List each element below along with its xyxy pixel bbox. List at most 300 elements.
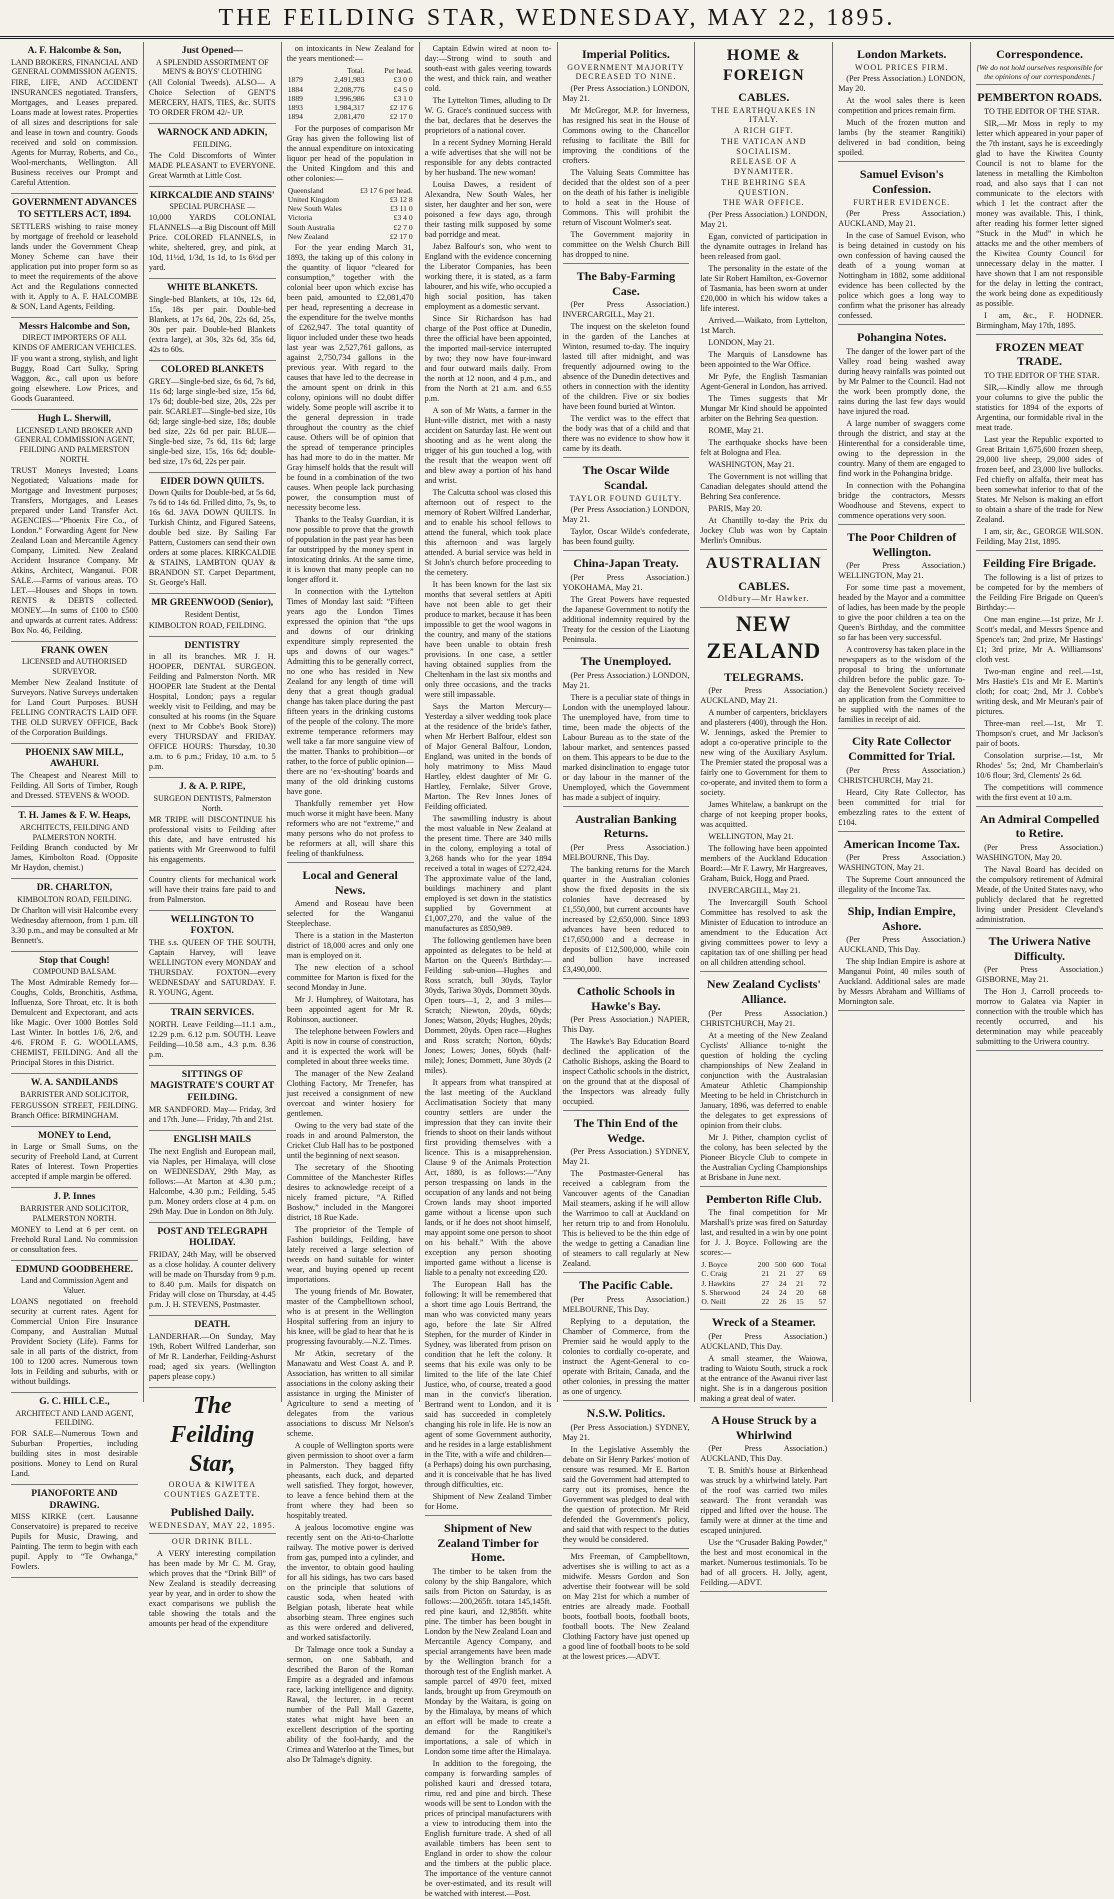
paragraph: (Per Press Association.) AUCKLAND, This Day. [838,935,966,955]
ad-body: SETTLERS wishing to raise money by mortgage of freehold or leasehold lands under the Government Cheap Money Scheme can have their application put into proper form so as to meet the requirements of the above Act and the Regulations connected with it. Apply to A. F. HALCOMBE & SON, Land Agents, Feilding. [11,221,138,311]
rifle-club-body [700,1208,827,1258]
paragraph: I am, &c., F. HODNER. Birmingham, May 17th, 1895. [976,310,1103,330]
divider [700,1407,827,1408]
table-row [700,1269,827,1278]
table-cell: 500 [775,1260,787,1270]
paragraph: Heard, City Rate Collector, has been committed for trial for embezzling rates to the extent of £104. [838,787,966,827]
whirlwind-headline: A House Struck by a Whirlwind [711,1413,817,1442]
divider [838,728,965,729]
nz-telegrams-subtitle: TELEGRAMS. [723,669,804,684]
paragraph: In addition to the foregoing, the company is forwarding samples of polished kauri and dressed totara, rimu, red and pine and birch. These woods will be sent to London with the prices of principal manufacturers with a view to introducing them into the English furniture trade. A shed of all available timbers has been sent to England in order to show the colour and the timbers at the public place. The importance of the venture cannot be over-estimated, and its result will be watched with interest.—Post. [424,1758,552,1898]
pemberton-roads-headline: PEMBERTON ROADS. [977,90,1102,105]
cables-topic: THE VATICAN AND SOCIALISM. [721,136,807,156]
paragraph: Taylor, Oscar Wilde's confederate, has been found guilty. [562,527,690,547]
table-cell: S. Sherwood [701,1287,741,1297]
paragraph: The Government majority in committee on the Welsh Church Bill has dropped to nine. [562,230,690,260]
column-2 [144,42,282,1629]
divider [838,1010,965,1011]
ad-subheading: SURGEON DENTISTS, Palmerston North. [153,794,272,813]
ad-heading: WARNOCK AND ADKIN, [157,127,268,139]
table-row [287,112,414,121]
divider [976,84,1103,85]
divider [563,1548,690,1549]
table-cell: 21 [796,1278,804,1288]
table-cell: 20 [796,1287,804,1297]
thin-end-wedge-body [563,1147,690,1269]
catholic-schools-headline: Catholic Schools in Hawke's Bay. [576,983,675,1013]
advertisement [149,778,276,870]
divider [976,550,1103,551]
news-item: Mr J. Humphrey, of Waitotara, has been appointed agent for Mr R. Robinson, auctioneer. [286,995,414,1025]
advertisement [11,1127,138,1189]
ad-body: in all its branches. MR J. H. HOOPER, DENTAL SURGEON. Feilding and Palmerston North. MR HOOPER late Student at the Dental Hospital, London; pays a regular weekly visit to Feilding, and may be consulted at his rooms (in the Square (next to Mr Cobbe's Book Store)) every THURSDAY and FRIDAY. OFFICE HOURS: Thursday, 10.30 a.m. to 6 p.m.; Friday, 10 a.m. to 5 p.m. [148,652,276,772]
ad-body: The next English and European mail, via Naples, per Himalaya, will close on WEDNESDAY, 29th May, as follows:—At Marton at 4.30 p.m.; Halcombe, 4.30 p.m.; Feilding, 5.45 p.m. Money orders close at 4 p.m. on 29th May. Due in London on 8th July. [148,1146,276,1216]
paragraph: LONDON, May 21. [708,338,775,348]
nz-telegrams-title: NEW ZEALAND [706,611,822,663]
income-tax-body [838,853,965,895]
table-cell: 72 [818,1278,827,1288]
cables-topic: THE BEHRING SEA QUESTION. [721,177,807,197]
ad-subheading: FEILDING. [192,139,232,149]
ad-body: (All Colonial Tweeds). ALSO— A Choice Selection of GENT'S MERCERY, HATS, TIES, &c. SUITS TO ORDER FROM 42/- UP. [148,78,276,118]
divider [563,1400,690,1401]
divider [563,648,690,649]
paragraph: Mr McGregor, M.P. for Inverness, has resigned his seat in the House of Commons owing to the Chancellor refusing to facilitate the Bill for improving the conditions of the crofters. [562,106,690,166]
australian-cables-title: AUSTRALIAN [705,555,822,573]
paper-banner [149,1392,276,1629]
paragraph: The Hon J. Carroll proceeds to-morrow to Galatea via Napier in connection with the trouble which has recently occurred, and his determination may while peaceably submitting to the Uriwera country. [976,987,1103,1047]
table-cell: £2 7 0 [393,222,413,232]
paragraph: Consolation surprise.—1st, Mr Rhodes' 5s; 2nd, Mr Chamberlain's 10/6 flour; 3rd, Clements' 2s 6d. [976,750,1103,780]
news-item: The secretary of the Shooting Committee of the Manchester Rifles desires to acknowledge receipt of a nicely framed picture, “A Rifled Boshow,” included in the Mangorei district, 18 Rue Kade. [286,1163,414,1223]
news-item: Says the Marton Mercury—Yesterday a silver wedding took place at the residence of the bride's father, when Mr Herbert Balfour, eldest son of Major General Balfour, London, England, was united in the bonds of holy matrimony to Miss Maud Hartley, eldest daughter of Mr G. Hartley, Fernlake, Silver Grove, Marton. The Rev Innes Jones of Feilding officiated. [424,702,552,811]
ad-body: 10,000 YARDS COLONIAL FLANNELS—a Big Discount off Mill Price. COLORED FLANNELS, in white, sheltered, grey, and pink, at 10d, 11½d, 1/3d, 1s 1d, to 1s 6½d per yard. [148,213,276,273]
catholic-schools-body [563,1015,690,1107]
paragraph: The personality in the estate of the late Sir Robert Hamilton, ex-Governor of Tasmania, has been sworn at under £20,000 in which his widow takes a life interest. [700,264,828,314]
paragraph: The ship Indian Empire is ashore at Manganui Point, 40 miles south of Auckland. Additional sales are made by Messrs Abraham and Williams of Mornington sale. [838,957,966,1007]
paragraph: Three-man reel.—1st, Mr T. Thompson's cruet, and Mr Jackson's pair of boots. [976,718,1103,748]
cables-topic: THE EARTHQUAKES IN ITALY. [711,105,817,125]
paragraph: The verdict was to the effect that the body was that of a child and that there was no evidence to show how it came by its death. [562,414,690,454]
table-cell: 21 [761,1269,770,1279]
table-cell: 68 [818,1287,827,1297]
table-cell: J. Hawkins [701,1278,736,1288]
advertisement [149,1004,276,1066]
paragraph: INVERCARGILL, May 21. [708,886,801,896]
ad-subheading: ARCHITECTS, FEILDING AND PALMERSTON NORTH. [19,822,129,842]
paper-published: Published Daily. [170,1504,254,1519]
news-item: A son of Mr Watts, a farmer in the Hunt-ville district, met with a nasty accident on Saturday last. He went out shooting and as he went along the trigger of his gun touched a log, with the result that the weapon went off and blew away a portion of his hand and wrist. [424,406,552,485]
poor-children-headline: The Poor Children of Wellington. [847,530,957,559]
poor-children-body [838,561,965,725]
advertisement [149,187,276,279]
paragraph: Thankfully remember yet How much worse it might have been. Many reformers who are not “extreme,” and many persons who do not profess to be reformers at all, will share this feeling of thankfulness. [286,799,414,858]
paragraph: In the Legislative Assembly the debate on Sir Henry Parkes' motion of censure was resumed. Mr E. Barton said the Government had attempted to carry out its promises, hence the Government was pledged to deal with the question of protection. Mr Reid defended the Government's policy, and said that with respect to the duties they would be considered. [562,1444,690,1544]
paragraph: The Postmaster-General has received a cablegram from the Vancouver agents of the Canadian Mail steamers, asking if he will allow the Warrimoo to call at Auckland on her return trip to and from Honolulu. This is believed to be the thin edge of the wedge to getting a Canadian line of steamers to call regularly at New Zealand. [562,1169,690,1269]
news-item: Mr Atkin, secretary of the Manawatu and West Coast A. and P. Association, has written to all similar associations in the colony asking their assistance in urging the Minister of Agriculture to send a meeting of delegates from the various associations to discuss Mr Nelson's scheme. [286,1349,414,1439]
table-cell: 24 [761,1287,770,1297]
news-item: Shipment of New Zealand Timber for Home. [424,1492,552,1511]
paragraph: For some time past a movement, headed by the Mayor and a committee of ladies, has been made by the people to give the poor children a tea on the Queen's Birthday, and the committee so far has been very successful. [838,583,966,643]
paragraph: (Per Press Association.) CHRISTCHURCH, May 21. [700,1008,828,1028]
fire-brigade-headline: Feilding Fire Brigade. [983,556,1096,570]
oscar-wilde-subheadline: TAYLOR FOUND GUILTY. [569,493,683,503]
masthead [0,0,1114,39]
paragraph: The Marquis of Lansdowne has been appointed to the War Office. [700,350,828,370]
table-row [700,1297,827,1306]
oscar-wilde-body [563,505,690,547]
ad-heading: T. H. James & F. W. Heaps, [18,810,131,822]
paragraph: Mr Pyfe, the English Tasmanian Agent-General in London, has arrived. [700,372,828,392]
ad-subheading: Resident Dentist, [184,609,240,619]
cables-topic: RELEASE OF A DYNAMITER. [730,157,798,177]
ad-body: LANDERHAR.—On Sunday, May 19th, Robert Wilfred Landerhar, son of Mr R. Landerhar, Feilding-Ashurst road; aged six years. (Wellington papers please copy.) [148,1331,276,1381]
unemployed-headline: The Unemployed. [580,654,672,668]
ad-heading: GOVERNMENT ADVANCES TO SETTLERS ACT, 1894. [12,197,137,220]
paragraph: SIR,—Kindly allow me through your columns to give the public the statistics for 1894 of the exports of Argentina, our formidable rival in the meat trade. [976,383,1103,432]
paragraph: Much of the frozen mutton and lambs (by the steamer Rangitiki) delivered in bad condition, being spoiled. [838,118,966,158]
table-cell: 2,208,776 [334,84,365,94]
paragraph: The earthquake shocks have been felt at Bologna and Flea. [700,438,828,458]
divider [563,978,690,979]
ad-heading: MR GREENWOOD (Senior), [151,597,274,609]
table-row [287,213,414,222]
paragraph: Two-man engine and reel.—1st, Mrs Hastie's £1s and Mr E. Martin's cloth; for coat; 2nd, Mr J. Cobbe's writing desk, and Mr Meuran's pair of pictures. [976,666,1103,716]
uriwera-difficulty-body [976,965,1103,1047]
paper-subtitle: OROUA & KIWITEA COUNTIES GAZETTE. [164,1480,261,1500]
paragraph: At a meeting of the New Zealand Cyclists' Alliance to-night the question of holding the cycling championships of New Zealand in conjunction with the Australasian Amateur Athletic Championship Meeting to be held in Christchurch in January, 1896, was deferred to enable the delegates to get expressions of opinion from their clubs. [700,1030,828,1130]
paragraph: Replying to a deputation, the Chamber of Commerce, from the Premier said he would apply to the colonies to cordially co-operate, and instruct the Agent-General to co-operate with Britain, Canada, and the other colonies, in pressing the matter as one of urgency. [562,1317,690,1396]
divider [700,1591,827,1592]
advertisement [11,42,138,194]
table-row [287,103,414,112]
paragraph: TO THE EDITOR OF THE STAR. [984,106,1100,116]
ad-body: THE s.s. QUEEN OF THE SOUTH, Captain Harvey, will leave WELLINGTON every MONDAY and THURSDAY. FOXTON—every WEDNESDAY and SATURDAY. F. R. YOUNG, Agent. [148,937,276,997]
news-item: Owing to the very bad state of the roads in and around Palmerston, the Cricket Club Hall has to be postponed until the beginning of next season. [286,1121,414,1161]
news-item: Louisa Dawes, a resident of Alexandra, New South Wales, her sister, her daughter and her son, were poisoned a few days ago, through their tasting milk supposed by some bad porridge and meat. [424,180,552,239]
paragraph: The Hawke's Bay Education Board declined the application of the Catholic Bishops, asking the Board to inspect Catholic schools in the district, on the ground that at the disposal of the Inspectors was already fully occupied. [562,1037,690,1107]
table-row [287,204,414,213]
ad-heading: J. & A. P. RIPE, [179,781,246,793]
pemberton-roads-body [976,107,1103,331]
ad-body: GREY—Single-bed size, 6s 6d, 7s 6d, 11s 6d; large single-bed size, 15s 6d, 17s 6d; double-bed size, 20s, 22s per pair. SCARLET—Single-bed size, 10s 6d; large single-bed size, 18s; double bed size, 22s 6d per pair. BLUE—Single-bed size, 7s 6d, 11s 6d; large single-bed size, 15s, 16s 6d; double-bed size, 17s 6d, 22s per pair. [148,376,276,466]
newspaper-title: THE FEILDING STAR, WEDNESDAY, MAY 22, 1895. [218,4,896,31]
table-row [287,186,414,195]
divider [976,1050,1103,1051]
table-row [287,75,414,84]
ad-heading: Stop that Cough! [39,954,110,966]
ad-body: FERGUSSON STREET, FEILDING. Branch Office: BIRMINGHAM. [11,1100,138,1120]
section-timber: Shipment of New Zealand Timber for Home. [437,1521,539,1565]
news-item: The telephone between Fowlers and Apiti is now in course of construction, and it is expected the work will be completed in about three weeks time. [286,1027,414,1067]
paragraph: The competitions will commence with the first event at 10 a.m. [976,782,1103,802]
fire-brigade-body [976,573,1103,803]
ad-body: TRUST Moneys Invested; Loans Negotiated; Valuations made for Mortgage and Investment purposes; Transfers, Mortgages, and Leases prepared under Land Transfer Act. AGENCIES—“Phoenix Fire Co., of London.” Forwarding Agent for New Zealand Loan and Mercantile Agency Company, Limited. New Zealand Accident Insurance Company. Mr Atkins, Architect, Wanganui. FOR SALE.—Farms of various areas. TO LET.—Houses and Shops in town. RENTS & DEBTS collected. MONEY.—In sums of £100 to £500 and upwards at current rates. Address: Box No. 46, Feilding. [11,465,138,635]
ad-heading: J. P. Innes [53,1191,96,1203]
evison-confession-body [838,209,965,321]
column-3 [282,42,420,1765]
table-row [287,232,414,241]
section-local-news: Local and General News. [302,868,398,897]
divider [838,524,965,525]
news-item: Amend and Roseau have been selected for the Wanganui Steeplechase. [286,899,414,929]
column-6 [695,42,833,1588]
rifle-club-headline: Pemberton Rifle Club. [705,1191,822,1206]
ad-body: MISS KIRKE (cert. Lausanne Conservatoire) is prepared to receive Pupils for Music, Drawing, and Painting. The term to begin with each pupil. Apply to “Te Owhanga,” Fowlers. [11,1512,138,1572]
indian-empire-body [838,935,965,1007]
table-cell: 1,984,317 [334,103,365,112]
paragraph: (Per Press Association.) WELLINGTON, May 21. [838,561,966,581]
column-4 [420,42,558,1898]
table-cell: 27 [761,1278,770,1288]
ad-body: Country clients for mechanical work will have their trains fare paid to and from Palmerston. [148,874,276,904]
advertisement [149,1223,276,1316]
ad-body: Dr Charlton will visit Halcombe every Wednesday afternoon, from 1 p.m. till 3.30 p.m., and may be consulted at Mr Bennett's. [11,905,138,945]
nsw-politics-headline: N.S.W. Politics. [586,1406,666,1420]
ad-subheading: Land and Commission Agent and Valuer. [20,1276,128,1296]
table-row [287,223,414,232]
table-cell: 57 [818,1297,827,1307]
frozen-meat-headline: FROZEN MEAT TRADE. [995,339,1084,369]
divider [563,806,690,807]
ad-subheading: A SPLENDID ASSORTMENT OF MEN'S & BOYS' CLOTHING [156,57,269,77]
news-item: The following gentlemen have been appointed as delegates to be held at Marton on the Queen's Birthday:—Feilding sub-union—Hughes and Ross scratch, bull 30yds, Taylor 30yds, Tariwa 30yds, Dommett 30yds. Open tours—1, 2, and 3 miles—Scratch; Niewton, 20yds, 60yds; Jones; Watson, 20yds; Hughes, 20yds; Dommett, 20yds. Open race—Hughes and Ross scratch; Norton, 60yds; Jones; Lowes; Jones, 60yds (half-mile); Jones; Dommett, June 30yds (2 miles). [424,936,552,1075]
table-cell: £3 17 6 per head. [360,185,413,195]
advertisement [11,642,138,744]
ad-heading: WHITE BLANKETS. [166,282,258,294]
table-cell: 1879 [287,75,303,85]
columns [6,42,1108,1898]
pacific-cable-headline: The Pacific Cable. [579,1278,673,1293]
divider [563,457,690,458]
news-item: It has been known for the last six months that several settlers at Apiti have not been able to get their produce to market, because it has been impossible to get the wool wagons in the country, and many of the stations have been unable to obtain fresh provisions. In one case, a settler having obtained supplies from the Cheltenham in the last six months and only three occasions, and the tracks were still impassable. [424,580,552,699]
table-row [287,195,414,204]
ad-heading: EDMUND GOODBEHERE. [15,1263,134,1275]
ad-heading: DR. CHARLTON, [36,882,113,894]
column-8 [971,42,1108,1402]
table-cell: O. Neill [701,1297,726,1307]
ad-body: FOR SALE—Numerous Town and Suburban Properties, including building sites in most desirable positions. Money to Lend on Rural Land. [11,1429,138,1478]
rifle-scores-table [700,1260,827,1306]
australian-cables-subtitle: CABLES. [738,578,790,593]
ad-body: MONEY to Lend at 6 per cent. on Freehold Rural Land. No commission or consultation fees. [11,1224,138,1254]
advertisement [149,594,276,636]
table-row [287,94,414,103]
ad-body: in Large or Small Sums, on the security of Freehold Land, at Current Rates of Interest. Town Properties accepted if ample margin be offered. [11,1142,138,1182]
table-cell: £3 0 0 [393,75,413,85]
drink-table [287,66,414,122]
news-item: The Lyttelton Times, alluding to Dr W. G. Grace's continued success with the bat, declares that he deserves the proprietors of a national cover. [424,96,552,135]
ad-heading: A. F. Halcombe & Son, [27,45,122,56]
table-cell: 24 [778,1278,787,1288]
paragraph: The timber to be taken from the colony by the ship Bangalore, which sails from Picton on Saturday, is as follows:—200,265ft. totara 145,145ft. red pine kauri, and 12,985ft. white pine. The timber has been bought in London by the New Zealand Loan and Mercantile Agency Company, and special arrangements have been made by the Wellington branch for a thorough test of the English market. A sample parcel of 4970 feet, mixed lands, brought up from Greymouth on Monday by the Waitara, is going on by the Himalaya, by means of which an effort will be made to create a demand for the Rangitikei's importations, a sale of which in London some time after the Himalaya. [424,1566,552,1756]
divider [563,550,690,551]
paragraph: The Supreme Court announced the illegality of the Income Tax. [838,875,966,895]
paper-name: The Feilding Star, [170,1392,255,1478]
advertisement [11,807,138,879]
table-cell: £2 17 0 [389,112,413,122]
column-7 [833,42,971,1402]
advertisement [11,410,138,642]
drink-table-colonies [287,186,414,242]
divider [976,334,1103,335]
rate-collector-headline: City Rate Collector Committed for Trial. [848,734,956,763]
paragraph: A VERY interesting compilation has been made by Mr C. M. Gray, which proves that the “Drink Bill” of New Zealand is steadily decreasing year by year, and in order to show the exact comparisons we publish the table showing the totals and the amounts per head of the expenditure [148,1549,276,1629]
news-item: The Calcutta school was closed this afternoon out of respect to the memory of Robert Wilfred Landerhar, and to enable his school fellows to attend the funeral, which took place this afternoon and was largely attended. A burial service was held in St John's church before proceeding to the cemetery. [424,488,552,577]
paragraph: Egan, convicted of participation in the dynamite outrages in Ireland has been released from gaol. [700,232,828,262]
imperial-politics-body [563,84,690,260]
table-cell: 200 [757,1260,770,1270]
paragraph: Arrived.—Waikato, from Lyttelton, 1st March. [700,316,828,336]
ad-subheading: LICENSED and AUTHORISED SURVEYOR. [21,657,127,676]
divider [700,1186,827,1187]
divider [563,1272,690,1273]
ad-heading: W. A. SANDILANDS [30,1077,118,1089]
news-item: Dr Talmage once took a Sunday a sermon, on one Sabbath, and described the Baron of the Roman Empire as a degraded and infamous race, lacking intelligence and dignity. Rawal, the lecturer, in a recent number of the Pall Mall Gazette, states what might have been an excellent description of the sporting ability of the fool-hardy, and the Crimea and Waterloo at the Times, but also Dr Talmage's dignity. [286,1645,414,1765]
ad-body: FRIDAY, 24th May, will be observed as a close holiday. A counter delivery will be made on Thursday from 9 p.m. to 8.40 p.m. Mails for dispatch on Friday will close on Thursday, at 4.45 p.m. J. H. STEVENS, Postmaster. [148,1249,276,1309]
cables-topic: THE WAR OFFICE. [722,198,805,208]
news-item: Since Sir Richardson has had charge of the Post office at Dunedin, three the official have been appointed, the imported mail-service interrupted by two; they now have four-inward and four outward mails daily. From the north at 12 noon, and 4 p.m., and from the North at 21 a.m. and 6.55 p.m. [424,314,552,403]
ad-body: FIRE, LIFE, AND ACCIDENT INSURANCES negotiated. Transfers, Mortgages, and Leases prepared. Loans made at lowest rates. Properties of all sizes and descriptions for sale and lease in town and country. Goods received and sold on commission. Agents for Murray, Roberts, and Co., Wool-merchants, Wellington. All Business receives our Prompt and Careful Attention. [11,78,138,188]
divider [976,928,1103,929]
ad-heading: Hugh L. Sherwill, [37,412,111,424]
paragraph: (Per Press Association.) YOKOHAMA, May 21. [562,573,690,592]
correspondence-note: [We do not hold ourselves responsible for the opinions of our correspondents.] [976,62,1103,81]
cables-topic: A RICH GIFT. [733,126,794,136]
paragraph: The danger of the lower part of the Valley road being washed away during heavy rainfalls was pointed out by Mr Palmer to the Council. Had not the work been promptly done, the rains during the last few days would have injured the road. [838,347,966,416]
ad-heading: PIANOFORTE AND DRAWING. [31,1488,118,1511]
paragraph: (Per Press Association.) MELBOURNE, This Day. [562,842,690,862]
table-cell: £2 17 0 [389,231,413,241]
paragraph: (Per Press Association.) SYDNEY, May 21. [562,1422,690,1442]
news-item: A jealous locomotive engine was recently sent on the Ati-to-Charlotte railway. The motive power is derived from gas, pumped into a cylinder, and the inventor, to obtain good hauling for all his sidings, has two cars based on the principle that solutions of caustic soda, when heated with Belgian potash, liberate heat while absorbing steam. Three engines such as this were ordered and delivered, and worked satisfactorily. [286,1523,414,1643]
ad-body: The Cheapest and Nearest Mill to Feilding. All Sorts of Timber, Rough and Dressed. STEVENS & WOOD. [11,771,138,801]
table-header: Per head. [384,66,413,75]
advertisement [11,879,138,951]
ad-subheading: SPECIAL PURCHASE — [169,202,256,212]
paragraph: The following have been appointed members of the Auckland Education Board:—Mr F. Lawry, Mr Hargreaves, Graham, Buick, Hogg and Praed. [700,844,828,884]
whirlwind-body [700,1444,827,1588]
advertisement [149,1131,276,1223]
news-item: It appears from what transpired at the last meeting of the Auckland Acclimatisation Society that many country settlers are under the impression that they can invite their friends to shoot on their lands without first providing themselves with a licence. This is a misapprehension. Clause 9 of the Animals Protection Act, 1880, is as follows:—“Any person trespassing on lands in the occupation of any lands and not being Crown lands may shoot imported game without a license upon such lands, or if he does not shoot himself, may appoint some one person to shoot on his behalf.” With the above exception any person shooting imported game without a license is liable to a penalty not exceeding £20. [424,1078,552,1277]
unemployed-body [563,671,690,803]
paragraph: (Per Press Association.) SYDNEY, May 21. [562,1147,690,1167]
banking-returns-body [563,843,690,975]
paragraph: The Valuing Seats Committee has decided that the oldest son of a peer on the death of his father is ineligible to hold a seat in the House of Commons. This will prohibit the return of Viscount Wolmer's seat. [562,168,690,228]
advertisement [11,1188,138,1260]
table-row [700,1260,827,1269]
table-row [700,1288,827,1297]
table-cell: United Kingdom [287,194,340,204]
advertisement [11,194,138,317]
table-cell: New South Wales [287,204,342,213]
paragraph: The Times suggests that Mr Mungar Mr Kind should be appointed arbiter on the Behring Sea question. [700,394,828,424]
news-item: Captain Edwin wired at noon to-day:—Strong wind to south and south-east with gales veering towards the west, and thick rain, and weather cold. [424,44,552,93]
table-cell: £2 17 6 [389,103,413,112]
uriwera-difficulty-headline: The Uriwera Native Difficulty. [988,933,1091,963]
drink-intro: on intoxicants in New Zealand for the years mentioned:— [286,44,414,63]
paragraph: Last year the Republic exported to Great Britain 1,675,600 frozen sheep, 29,000 live sheep, 29,000 sides of frozen beef, and 23,000 live bullocks. Fed chiefly on alfalfa, their meat has been somewhat inferior to that of the States. Mr Nelson is making an effort to obtain a share of the trade for New Zealand. [976,435,1103,524]
news-item: The new election of a school committee for Marton is fixed for the second Monday in June. [286,963,414,993]
ad-subheading: LAND BROKERS, FINANCIAL AND GENERAL COMMISSION AGENTS. [11,57,138,77]
divider [563,1110,690,1111]
ad-body: KIMBOLTON ROAD, FEILDING. [148,620,267,630]
ad-heading: Just Opened— [181,45,243,56]
london-markets-body [838,74,965,158]
steamer-wreck-headline: Wreck of a Steamer. [711,1315,816,1330]
paragraph: (Per Press Association.) LONDON, May 21. [562,84,690,104]
paragraph: (Per Press Association.) NAPIER, This Day. [562,1015,690,1035]
cyclists-alliance-body [700,1009,827,1183]
divider [700,607,827,608]
paragraph: (Per Press Association.) WASHINGTON, May 21. [838,853,966,873]
table-cell: £3 11 0 [390,204,413,213]
table-cell: 26 [778,1297,787,1307]
ad-body: Member New Zealand Institute of Surveyors. Native Surveys undertaken for Land Court Purposes. BUSH FELLING CONTRACTS LAID OFF. THE OLD SURVEY OFFICE, Back of the Corporation Buildings. [11,677,138,737]
news-item: The young friends of Mr. Bowater, master of the Campbelltown school, who is at present in the Wellington Hospital suffering from an injury to his knee, will be glad to hear that he is progressing favourably.—N.Z. Times. [286,1287,414,1347]
drink-table2-intro: For the purposes of comparison Mr Gray has given the following list of the annual expenditure on intoxicating liquor per head of the population in the United Kingdom and this and other colonies:— [286,123,414,183]
ad-heading: ENGLISH MAILS [173,1133,252,1145]
table-cell: 27 [796,1269,804,1279]
paragraph: One man engine.—1st prize, Mr J. Scott's medal, and Messrs Spence and Spence's tan; 2nd prize, Mr Hastings' £1; 3rd prize, Mr A. Williamsons' cloth vest. [976,614,1103,664]
paragraph: There is a peculiar state of things in London with the unemployed labour. The unemployed have, from time to time, been made the objects of the Labour Bureau as to the state of the labour market, and sentences passed on them. This appears to be due to the marked disinclination to engage tutor or day labour in the manner of the Unemployed, which the Government has made a subject of inquiry. [562,692,690,802]
paragraph: (Per Press Association.) CHRISTCHURCH, May 21. [838,765,966,785]
ad-body: IF you want a strong, stylish, and light Buggy, Road Cart Sulky, Spring Waggon, &c., call upon us before going elsewhere. Low Prices, and Goods Guaranteed. [11,353,138,403]
table-cell: £3 1 0 [393,93,413,103]
table-cell: South Australia [287,222,335,232]
table-cell: 15 [796,1297,804,1307]
rate-collector-body [838,766,965,828]
advertisement [11,744,138,807]
table-cell: 1,996,986 [334,93,365,103]
table-cell: 21 [778,1269,787,1279]
ad-body: LOANS negotiated on freehold security at current rates. Agent for Commercial Union Fire Insurance Company, and Australian Mutual Provident Society (Life). Farms for sale in all parts of the district, from 100 to 1200 acres. Numerous town lots in Feilding and suburbs, with or without buildings. [11,1296,138,1386]
drink-bill-article [149,1549,276,1629]
paragraph: (Per Press Association.) LONDON, May 21. [562,505,690,525]
paragraph: TO THE EDITOR OF THE STAR. [984,371,1100,380]
london-markets-headline: London Markets. [857,47,947,61]
ad-heading: PHOENIX SAW MILL, AWAHURI. [25,746,124,770]
paper-section: OUR DRINK BILL. [171,1537,253,1547]
ad-subheading: LICENSED LAND BROKER AND GENERAL COMMISSION AGENT, FEILDING AND PALMERSTON NORTH. [14,425,135,464]
paragraph: A small steamer, the Waiowa, trading to Waiotu South, struck a rock at the entrance of the Awanui river last night. She is in a dangerous position making a great deal of water. [700,1354,828,1404]
advertisement [149,911,276,1004]
advertisement [149,1066,276,1131]
imperial-politics-subheadline: GOVERNMENT MAJORITY DECREASED TO NINE. [567,62,685,82]
paragraph: At Chantilly to-day the Prix du Jockey Club was won by Captain Merlin's Omnibus. [700,516,828,546]
table-cell: 24 [778,1287,787,1297]
table-cell: 1893 [287,103,303,112]
divider [700,1309,827,1310]
evison-confession-subheadline: FURTHER EVIDENCE. [853,197,951,207]
paragraph: PARIS, May 20. [708,504,763,514]
paragraph: The Invercargill South School Committee has resolved to ask the Minister of Education to introduce an amendment to the Education Act giving committees power to levy a capitation tax of one shilling per head on all children attending school. [700,898,828,968]
ad-heading: G. C. HILL C.E., [39,1395,110,1407]
paragraph: (Per Press Association.) MELBOURNE, This Day. [562,1295,690,1314]
paragraph: (Per Press Association.) GISBORNE, May 21. [976,965,1103,985]
divider [838,898,965,899]
paper-date: WEDNESDAY, MAY 22, 1895. [149,1520,276,1530]
paragraph: (Per Press Association.) AUCKLAND, May 21. [838,209,966,229]
ad-body: Feilding Branch conducted by Mr James, Kimbolton Road. (Opposite Mr Haydon, chemist.) [11,843,138,873]
advertisement [149,279,276,361]
australian-cables-line: Oldbury—Mr Hawker. [718,594,810,604]
divider [563,263,690,264]
advertisement [11,318,138,410]
imperial-politics-headline: Imperial Politics. [581,47,670,61]
paragraph: For the year ending March 31, 1893, the taking up of this colony in the quantity of liquor “cleared for consumption,” together with the colonial beer upon which excise has been paid, amounted to £2,081,470 per head, representing a decrease in the expenditure for the twelve months of £262,947. The total quantity of liquor included under these two heads last year was 2,527,761 gallons, as against 2,750,734 gallons in the previous year. With regard to the causes that have led to the decrease in the amount spent on drink in this colony, opinions will no doubt differ widely. Some people will ascribe it to the general depression in trade throughout the country as the chief cause. Others will be of opinion that the spread of temperance principles has had more to do in the matter. Mr Gray himself holds that the result will be found in a combination of the two causes. When people lack purchasing power, the consumption must of necessity become less. [286,243,414,512]
table-header: Total. [347,66,365,75]
